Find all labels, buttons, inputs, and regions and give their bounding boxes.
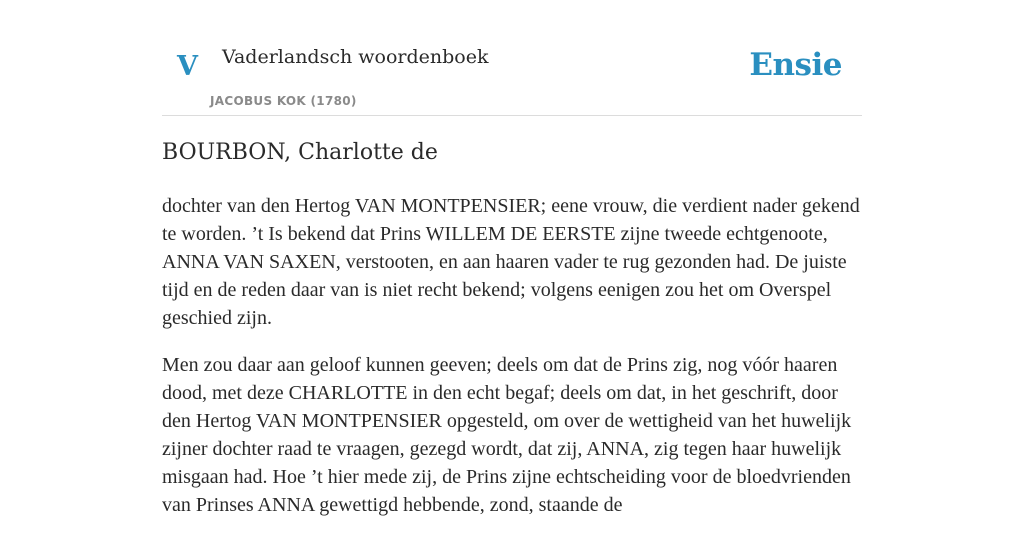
book-author: JACOBUS KOK (1780) bbox=[210, 94, 357, 108]
brand-logo[interactable]: Ensie bbox=[749, 47, 842, 83]
entry-content bbox=[162, 192, 862, 538]
book-title[interactable]: Vaderlandsch woordenboek bbox=[222, 46, 489, 68]
entry-paragraph: Men zou daar aan geloof kunnen geeven; deels om dat de Prins zig, nog vóór haaren dood, met deze CHARLOTTE in den echt begaf; deels om dat, in het geschrift, door den Hertog VAN MONTPENSIER opgesteld, om over de wettigheid van het huwelijk zijner dochter raad te vraagen, gezegd wordt, dat zij, ANNA, zig tegen haar huwelijk misgaan had. Hoe ’t hier mede zij, de Prins zijne echtscheiding voor de bloedvrienden van Prinses ANNA gewettigd hebbende, zond, staande de bbox=[162, 354, 852, 516]
page bbox=[162, 0, 862, 516]
header bbox=[162, 0, 862, 116]
entry-title: BOURBON, Charlotte de bbox=[162, 140, 438, 165]
entry-paragraph: dochter van den Hertog VAN MONTPENSIER; eene vrouw, die verdient nader gekend te worden. ’t Is bekend dat Prins WILLEM DE EERSTE zijne tweede echtgenoote, ANNA VAN SAXEN, verstooten, en aan haaren vader te rug gezonden had. De juiste tijd en de reden daar van is niet recht bekend; volgens eenigen zou het om Overspel geschied zijn. bbox=[162, 195, 860, 329]
book-letter-badge[interactable]: V bbox=[177, 51, 198, 82]
